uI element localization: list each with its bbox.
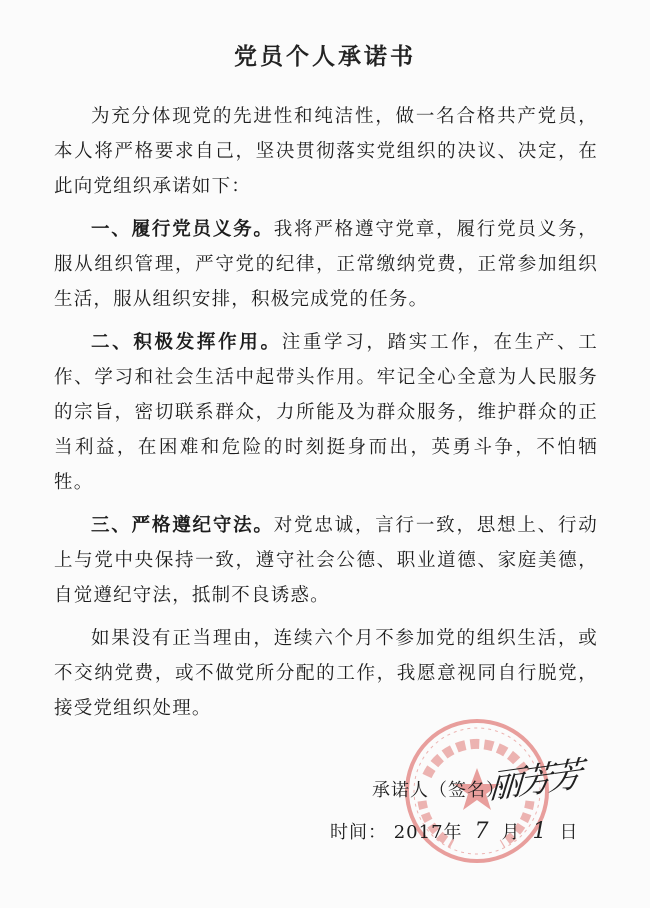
signer-label: 承诺人（签名）： <box>372 780 515 801</box>
date-line <box>330 818 579 844</box>
paragraph-text: 我将严格遵守党章，履行党员义务，服从组织管理，严守党的纪律，正常缴纳党费，正常参加组织生活，服从组织安排，积极完成党的任务。 <box>54 219 598 310</box>
promise-item-3 <box>54 508 598 613</box>
date-day-unit: 日 <box>559 822 579 843</box>
paragraph-text: 注重学习，踏实工作，在生产、工作、学习和社会生活中起带头作用。牢记全心全意为人民服务的宗旨，密切联系群众，力所能及为群众服务，维护群众的正当利益，在困难和危险的时刻挺身而出，英勇斗争，不怕牺牲。 <box>54 332 598 493</box>
intro-paragraph <box>54 99 598 204</box>
paragraph-text: 对党忠诚，言行一致，思想上、行动上与党中央保持一致，遵守社会公德、职业道德、家庭美德，自觉遵纪守法，抵制不良诱惑。 <box>54 515 598 606</box>
date-day: 1 <box>532 819 548 844</box>
closing-paragraph <box>54 621 598 726</box>
date-year: 2017 <box>393 822 444 843</box>
handwritten-signature: 丽芳芳 <box>487 754 580 808</box>
date-month-unit: 月 <box>501 822 521 843</box>
document-title: 党员个人承诺书 <box>234 44 416 70</box>
promise-item-1 <box>54 212 598 317</box>
promise-heading: 二、积极发挥作用。 <box>91 332 282 353</box>
paragraph-text: 如果没有正当理由，连续六个月不参加党的组织生活，或不交纳党费，或不做党所分配的工作，我愿意视同自行脱党，接受党组织处理。 <box>54 628 598 719</box>
date-label: 时间： <box>330 822 387 843</box>
paragraph-text: 为充分体现党的先进性和纯洁性，做一名合格共产党员，本人将严格要求自己，坚决贯彻落实党组织的决议、决定，在此向党组织承诺如下： <box>54 106 598 197</box>
promise-item-2 <box>54 325 598 500</box>
document-body <box>54 99 598 734</box>
date-year-unit: 年 <box>443 822 463 843</box>
promise-heading: 三、严格遵纪守法。 <box>91 515 274 536</box>
date-month: 7 <box>474 819 490 844</box>
promise-heading: 一、履行党员义务。 <box>91 219 274 240</box>
